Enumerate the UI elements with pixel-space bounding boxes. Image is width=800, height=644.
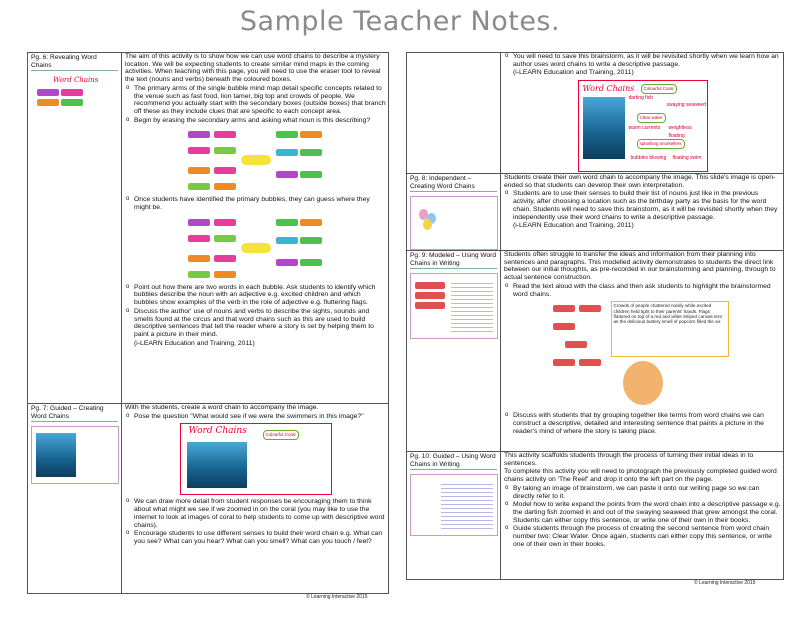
slide-title: Word Chains bbox=[582, 84, 635, 94]
row-body bbox=[125, 53, 386, 403]
word-chain-word: floating swim bbox=[672, 155, 702, 162]
right-notes-table bbox=[406, 52, 784, 580]
table-row bbox=[407, 174, 783, 251]
bullet: o You will need to save this brainstorm, as it will be revisited shortly when we learn how an author uses word chains to write a descriptive passage. bbox=[504, 53, 781, 68]
balloon-thumbnail bbox=[410, 196, 498, 250]
mind-map-image bbox=[186, 127, 326, 193]
bullet: o Model how to write expand the points from the word chain into a descriptive passage e.g. the darting fish zoomed in and out of the swaying seaweed that grew amongst the coral. Students can either copy this sentence, or write one of their own in their books. bbox=[504, 501, 781, 524]
word-chain-tag: Clear water bbox=[637, 113, 666, 123]
word-chain-word: darting fish bbox=[628, 95, 653, 102]
row-body bbox=[504, 174, 781, 250]
left-notes-table bbox=[27, 52, 389, 594]
row-label bbox=[407, 53, 501, 173]
intro-text: Students create their own word chain to accompany the image. This slide's image is open-ended so that students can develop their own interpretation. bbox=[504, 174, 776, 189]
table-row bbox=[28, 53, 388, 404]
reference-text: (i-LEARN Education and Training, 2011) bbox=[513, 222, 634, 230]
row-label-text: Pg. 7: Guided – Creating Word Chains bbox=[31, 405, 118, 422]
modeled-writing-thumbnail bbox=[410, 273, 498, 339]
mind-map-thumbnail bbox=[31, 75, 117, 115]
table-row bbox=[407, 53, 783, 174]
row-body bbox=[504, 53, 781, 173]
intro-text: The aim of this activity is to show how we can use word chains to describe a mystery location. We will be expecting students to create similar mind maps in the coming activities. When teaching with this page, you will need to use the eraser tool to reveal the text (nouns and verbs) beneath the coloured boxes. bbox=[125, 53, 381, 84]
row-body bbox=[125, 404, 386, 593]
row-label-text: Pg. 10: Guided – Using Word Chains in Writing bbox=[410, 453, 497, 470]
bullet: o Students are to use their senses to build their list of nouns just like in the previous activity, after choosing a location such as the birthday party as the basis for the word chain. Students will need to save this brainstorm, as it will be revisited shortly when they independently use their word chains to write a descriptive passage. bbox=[504, 190, 781, 221]
row-body bbox=[504, 251, 781, 451]
intro-text: To complete this activity you will need to photograph the previously completed guided word chains activity on 'The Reef' and drop it onto the left part on the page. bbox=[504, 468, 777, 484]
row-label-text: Pg. 9: Modeled – Using Word Chains in Writing bbox=[410, 252, 497, 269]
table-row bbox=[28, 404, 388, 593]
row-label bbox=[407, 452, 501, 579]
row-label-text: Pg. 8: Independent – Creating Word Chains bbox=[410, 175, 497, 192]
row-body bbox=[504, 452, 781, 579]
thumb-title: Word Chains bbox=[53, 76, 99, 84]
copyright-right: © Learning Interactive 2015 bbox=[694, 580, 756, 586]
passage-box: Crowds of people chattered noisily while excited children held tight to their parents' hands. Flags fluttered on top of a red and white striped canvas tent as the delicious buttery smell of popcorn filled the air. bbox=[611, 301, 729, 357]
reference-text: (i-LEARN Education and Training, 2011) bbox=[134, 339, 255, 347]
bullet: o Read the text aloud with the class and then ask students to highlight the brainstormed word chains. bbox=[504, 283, 781, 298]
reference-text: (i-LEARN Education and Training, 2011) bbox=[513, 69, 634, 77]
cartoon-character bbox=[623, 361, 663, 405]
row-label bbox=[28, 404, 122, 593]
bullet: o Guide students through the process of creating the second sentence from word chain number two: Clear Water. Once again, students can either copy this sentence, or write one of their own in their books. bbox=[504, 525, 781, 548]
bullet: o Discuss the author' use of nouns and verbs to describe the sights, sounds and smells found at the circus and that word chains such as this are used to build descriptive sentences that tell the reader where a story is set by helping them to paint a picture in their mind. bbox=[125, 308, 386, 339]
intro-text: Students often struggle to transfer the ideas and information from their planning into sentences and paragraphs. This modelled activity demonstrates to students the direct link between our initial thoughts, as pre-recorded in our brainstorming and planning, through to actual sentence construction. bbox=[504, 251, 776, 282]
intro-text: With the students, create a word chain to accompany the image. bbox=[125, 404, 319, 411]
word-chain-tag: Colourful Coral bbox=[263, 430, 299, 440]
bullet: o Encourage students to use different senses to build their word chain e.g. What can you see? What can you hear? What can you smell? What can you touch / feel? bbox=[125, 530, 386, 545]
word-chain-word: bubbles blowing bbox=[630, 155, 667, 162]
row-label bbox=[28, 53, 122, 403]
reef-brainstorm-image bbox=[578, 80, 708, 172]
slide-title: Word Chains bbox=[188, 426, 247, 437]
bullet: o We can draw more detail from student responses be encouraging them to think about what might we see if we zoomed in on the coral (you may like to use the internet to look at images of coral to help students to come up with descriptive word chains). bbox=[125, 498, 386, 529]
modeled-writing-image bbox=[553, 301, 733, 409]
page-title: Sample Teacher Notes. bbox=[239, 6, 561, 37]
reef-slide-image bbox=[180, 423, 332, 495]
word-chain-tag: Colourful Coral bbox=[641, 84, 677, 94]
table-row bbox=[407, 452, 783, 579]
bullet: o Point out how there are two words in each bubble. Ask students to identify which bubbles describe the noun with an adjective e.g. excited children and which bubbles show examples of the verb in the role of adjective e.g. fluttering flags. bbox=[125, 284, 386, 307]
word-chain-word: warm currents bbox=[628, 125, 661, 132]
row-label-text: Pg. 6: Revealing Word Chains bbox=[31, 54, 118, 71]
row-label bbox=[407, 251, 501, 451]
bullet: o Pose the question "What would see if we were the swimmers in this image?" bbox=[125, 413, 386, 421]
mind-map-image bbox=[186, 215, 326, 281]
table-row bbox=[407, 251, 783, 452]
bullet: o Begin by erasing the secondary arms and asking what noun is this describing? bbox=[125, 117, 386, 125]
copyright-left: © Learning Interactive 2015 bbox=[306, 594, 368, 600]
intro-text: This activity scaffolds students through the process of turning their initial ideas in to sentences. bbox=[504, 452, 754, 467]
bullet: o By taking an image of brainstorm, we can paste it onto our writing page so we can directly refer to it. bbox=[504, 485, 781, 500]
word-chain-word: swaying seaweed bbox=[666, 102, 706, 109]
row-label bbox=[407, 174, 501, 250]
bullet: o Once students have identified the primary bubbles, they can guess where they might be. bbox=[125, 196, 386, 211]
lined-writing-thumbnail bbox=[410, 474, 498, 536]
bullet: o Discuss with students that by grouping together like terms from word chains we can construct a descriptive, detailed and interesting sentence that paints a picture in the reader's mind of where the story is taking place. bbox=[504, 412, 781, 435]
bullet: o The primary arms of the single bubble mind map detail specific concepts related to the venue such as fast food, lion tamer, big top and crowds of people. We recommend you actually start with the secondary boxes (outside boxes) that branch off these as they include clues that are specific to each concept area. bbox=[125, 85, 386, 116]
word-chain-tag: splashing snorkellers bbox=[637, 139, 685, 149]
word-chain-word: weightless floating bbox=[668, 125, 692, 139]
reef-thumbnail bbox=[31, 426, 119, 484]
